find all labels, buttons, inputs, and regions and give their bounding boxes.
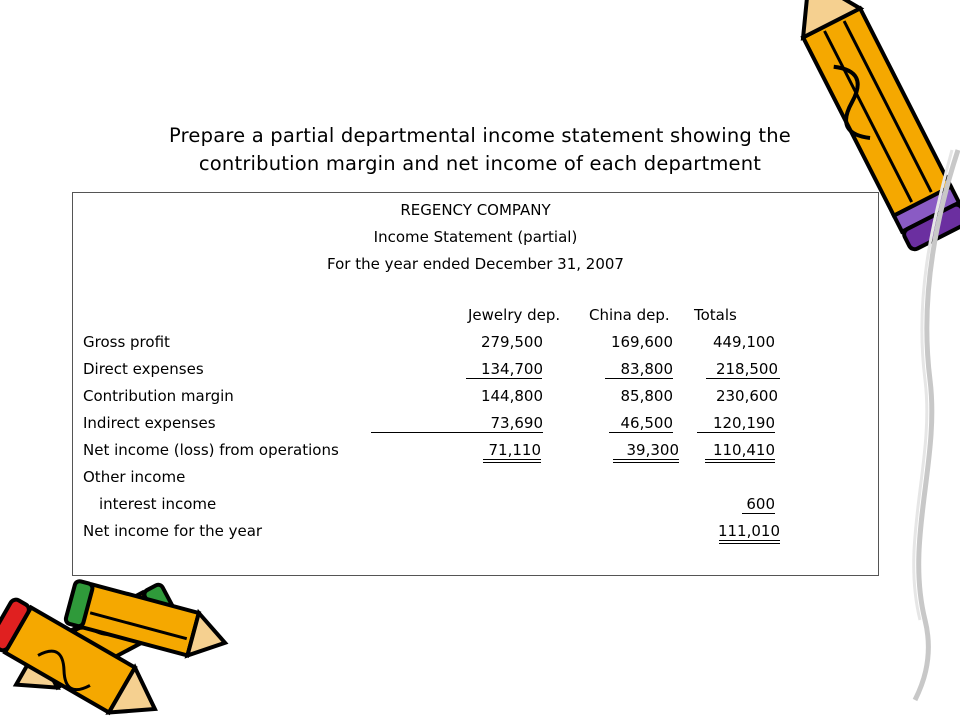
row-label-net-income-operations: Net income (loss) from operations — [83, 441, 339, 459]
cell-contribution-margin-totals: 230,600 — [715, 387, 778, 405]
cell-interest-income-totals: 600 — [746, 495, 775, 513]
row-label-direct-expenses: Direct expenses — [83, 360, 204, 378]
cell-gross-profit-totals: 449,100 — [712, 333, 775, 351]
double-underline — [483, 459, 541, 460]
row-label-net-income-year: Net income for the year — [83, 522, 263, 540]
underline — [697, 432, 775, 433]
cell-net-income-year-totals: 111,010 — [717, 522, 780, 540]
heading-line-1: Prepare a partial departmental income statement showing the — [169, 124, 791, 147]
cell-direct-expenses-totals: 218,500 — [715, 360, 778, 378]
cell-gross-profit-china: 169,600 — [610, 333, 673, 351]
double-underline — [705, 462, 775, 463]
column-header-jewelry: Jewelry dep. — [468, 306, 561, 324]
underline — [605, 378, 673, 379]
double-underline — [719, 543, 780, 544]
double-underline — [483, 462, 541, 463]
cell-indirect-expenses-totals: 120,190 — [712, 414, 775, 432]
cell-net-income-operations-china: 39,300 — [626, 441, 679, 459]
statement-period: For the year ended December 31, 2007 — [327, 255, 624, 273]
row-label-other-income: Other income — [83, 468, 186, 486]
cell-indirect-expenses-china: 46,500 — [620, 414, 673, 432]
cell-net-income-operations-totals: 110,410 — [712, 441, 775, 459]
cell-gross-profit-jewelry: 279,500 — [480, 333, 543, 351]
double-underline — [705, 459, 775, 460]
statement-title: Income Statement (partial) — [373, 228, 578, 246]
cell-net-income-operations-jewelry: 71,110 — [488, 441, 541, 459]
cell-contribution-margin-china: 85,800 — [620, 387, 673, 405]
row-label-gross-profit: Gross profit — [83, 333, 170, 351]
double-underline — [613, 462, 679, 463]
cell-indirect-expenses-jewelry: 73,690 — [490, 414, 543, 432]
cell-direct-expenses-china: 83,800 — [620, 360, 673, 378]
underline — [371, 432, 543, 433]
income-statement-box — [72, 192, 879, 576]
column-header-totals: Totals — [694, 306, 737, 324]
slide-heading — [60, 122, 900, 178]
underline — [742, 513, 775, 514]
row-label-indirect-expenses: Indirect expenses — [83, 414, 216, 432]
cell-contribution-margin-jewelry: 144,800 — [480, 387, 543, 405]
double-underline — [719, 540, 780, 541]
underline — [706, 378, 780, 379]
column-header-china: China dep. — [589, 306, 670, 324]
company-name: REGENCY COMPANY — [400, 201, 551, 219]
underline — [609, 432, 673, 433]
heading-line-2: contribution margin and net income of each department — [198, 152, 762, 175]
underline — [466, 378, 542, 379]
cell-direct-expenses-jewelry: 134,700 — [480, 360, 543, 378]
double-underline — [613, 459, 679, 460]
row-label-interest-income: interest income — [99, 495, 217, 513]
row-label-contribution-margin: Contribution margin — [83, 387, 234, 405]
